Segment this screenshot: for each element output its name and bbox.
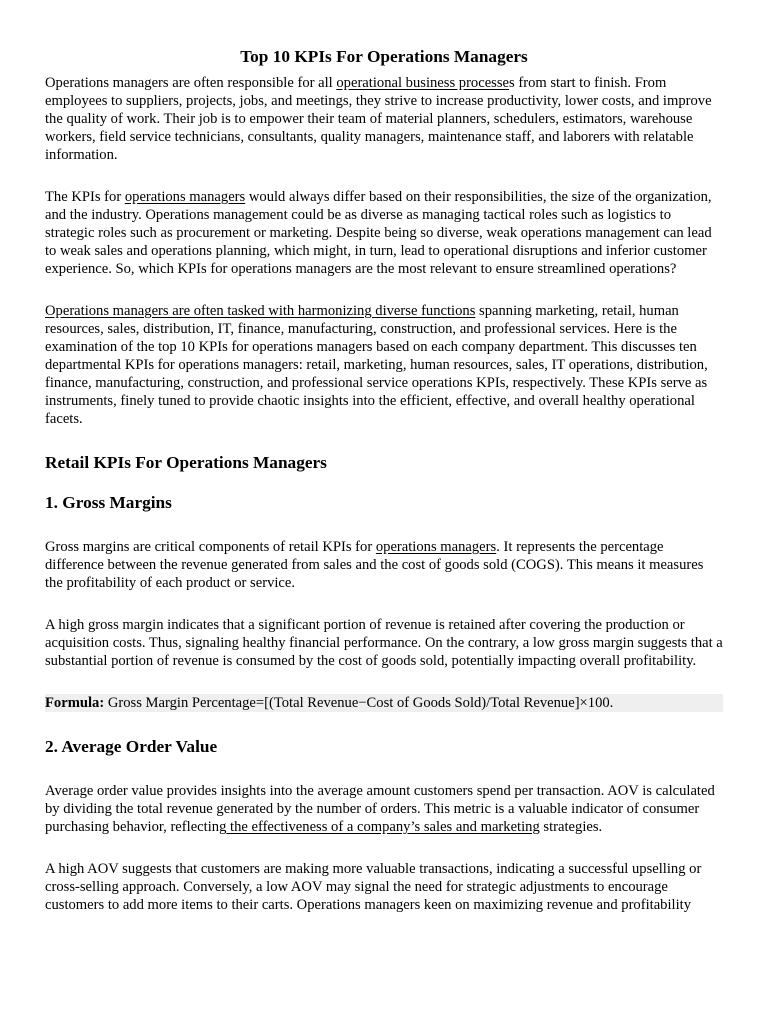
gross-margins-p1-before: Gross margins are critical components of retail KPIs for [45, 539, 376, 555]
operations-managers-link[interactable]: operations managers [124, 189, 246, 205]
document-page [45, 46, 723, 938]
gross-margin-formula [45, 694, 723, 712]
intro-p1-text-after: s from start to finish. From employees to suppliers, projects, jobs, and meetings, they strive to increase productivity, lower costs, and improve the quality of work. Their job is to empower their team of material planners, schedulers, estimators, warehouse workers, field service technicians, consultants, quality managers, maintenance staff, and laborers with relatable information. [45, 75, 712, 163]
gross-margins-paragraph-2: A high gross margin indicates that a significant portion of revenue is retained after covering the production or acquisition costs. Thus, signaling healthy financial performance. On the contrary, a low gross margin suggests that a substantial portion of revenue is consumed by the cost of goods sold, potentially impacting overall profitability. [45, 617, 723, 669]
intro-paragraph-2 [45, 188, 723, 278]
intro-p2-text-before: The KPIs for [45, 189, 125, 205]
intro-paragraph-1 [45, 74, 723, 164]
aov-p1-before: Average order value provides insights into the average amount customers spend per transaction. AOV is calculated by dividing the total revenue generated by the number of orders. This metric is a valuable indicator of consumer purchasing behavior, reflecting [45, 783, 715, 835]
section-heading-retail-kpis: Retail KPIs For Operations Managers [45, 453, 327, 472]
intro-p1-text-before: Operations managers are often responsible for all [45, 75, 337, 91]
gross-margins-paragraph-1 [45, 538, 723, 592]
formula-text: Gross Margin Percentage=[(Total Revenue−Cost of Goods Sold)/Total Revenue]×100. [104, 695, 614, 711]
aov-p1-after: strategies. [539, 819, 603, 835]
intro-p3-text-after: spanning marketing, retail, human resources, sales, distribution, IT, finance, manufacturing, construction, and professional services. Here is the examination of the top 10 KPIs for operations managers based on each company department. This discusses ten departmental KPIs for operations managers: retail, marketing, human resources, sales, IT operations, distribution, finance, manufacturing, construction, and professional service operations KPIs, respectively. These KPIs serve as instruments, finely tuned to provide chaotic insights into the efficient, effective, and overall healthy operational facets. [45, 303, 708, 427]
page-title: Top 10 KPIs For Operations Managers [240, 47, 528, 66]
operations-managers-link-2[interactable]: operations managers [375, 539, 497, 555]
formula-label: Formula: [45, 695, 105, 711]
kpi-heading-average-order-value: 2. Average Order Value [45, 737, 218, 756]
intro-paragraph-3 [45, 302, 723, 428]
aov-paragraph-1 [45, 782, 723, 836]
gross-margins-p1-after: . It represents the percentage difference between the revenue generated from sales and the cost of goods sold (COGS). This means it measures the profitability of each product or service. [45, 539, 704, 591]
operational-business-processes-link[interactable]: operational business processe [336, 75, 510, 91]
sales-marketing-effectiveness-link[interactable]: the effectiveness of a company’s sales and marketing [226, 819, 540, 835]
harmonizing-functions-link[interactable]: Operations managers are often tasked with harmonizing diverse functions [45, 303, 476, 319]
kpi-heading-gross-margins: 1. Gross Margins [45, 493, 172, 512]
intro-p2-text-after: would always differ based on their responsibilities, the size of the organization, and the industry. Operations management could be as diverse as managing tactical roles such as logistics to strategic roles such as procurement or marketing. Despite being so diverse, weak operations management can lead to weak sales and operations planning, which might, in turn, lead to operational disruptions and inferior customer experience. So, which KPIs for operations managers are the most relevant to ensure streamlined operations? [45, 189, 712, 277]
aov-paragraph-2: A high AOV suggests that customers are making more valuable transactions, indicating a successful upselling or cross-selling approach. Conversely, a low AOV may signal the need for strategic adjustments to encourage customers to add more items to their carts. Operations managers keen on maximizing revenue and profitability [45, 861, 702, 913]
